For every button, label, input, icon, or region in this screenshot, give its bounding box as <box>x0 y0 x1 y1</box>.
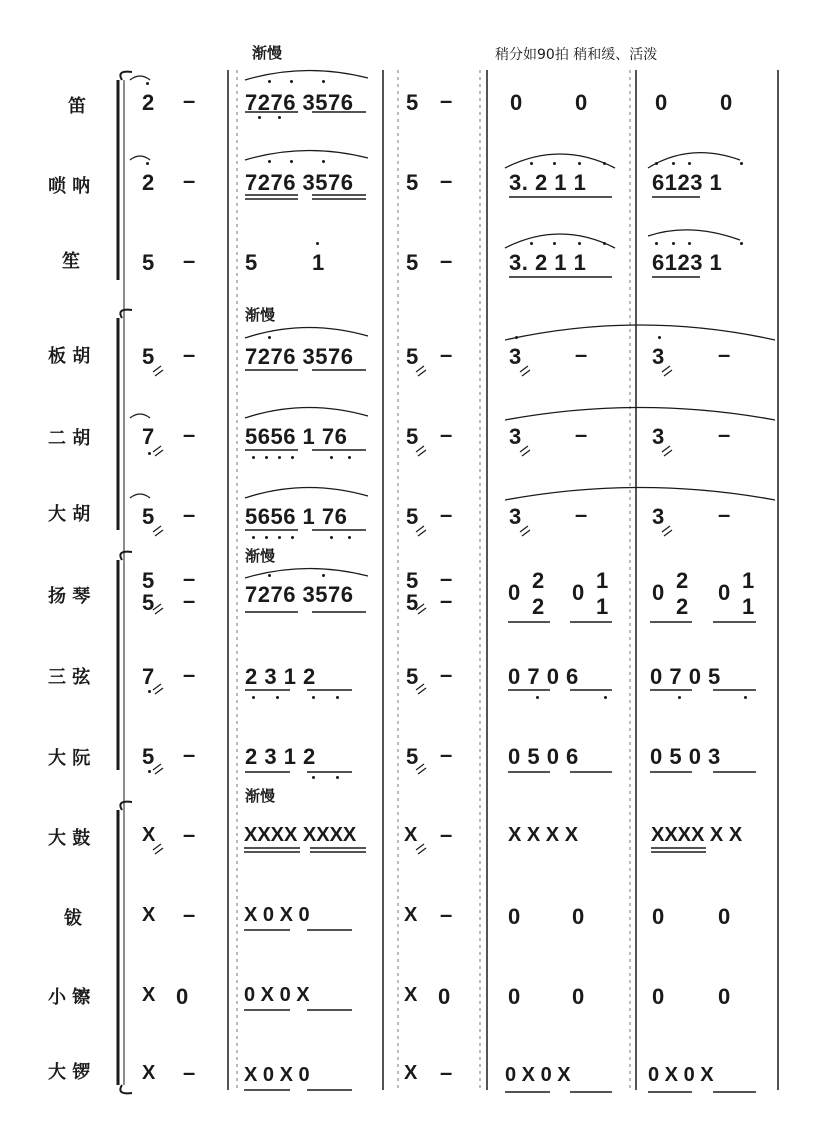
note: 5 <box>406 344 419 369</box>
note-group: 6123 1 <box>652 170 723 195</box>
dash: – <box>575 502 588 527</box>
tempo-mark: 渐慢 <box>252 44 283 62</box>
octave-dot <box>744 696 747 699</box>
note: 3 <box>652 424 665 449</box>
note: 5 <box>245 250 258 275</box>
note-group: 7276 3576 <box>245 344 354 369</box>
octave-dot <box>312 696 315 699</box>
octave-dot <box>655 162 658 165</box>
instrument-name: 大 鼓 <box>48 828 91 849</box>
note: 5 <box>406 504 419 529</box>
octave-dot <box>322 574 325 577</box>
note: 5 <box>406 590 419 615</box>
note: X <box>142 1062 156 1084</box>
dash: – <box>440 742 453 767</box>
octave-dot <box>291 456 294 459</box>
dash: – <box>183 662 196 687</box>
dash: – <box>440 902 453 927</box>
octave-dot <box>290 160 293 163</box>
note: 5 <box>142 344 155 369</box>
octave-dot <box>322 160 325 163</box>
dash: – <box>440 1060 453 1085</box>
octave-dot <box>268 80 271 83</box>
note: X <box>404 824 418 846</box>
octave-dot <box>268 336 271 339</box>
note: 2 <box>142 90 155 115</box>
octave-dot <box>553 242 556 245</box>
octave-dot <box>348 456 351 459</box>
note: 2 <box>532 594 545 619</box>
octave-dot <box>672 242 675 245</box>
tempo-mark: 渐慢 <box>245 787 276 805</box>
octave-dot <box>530 162 533 165</box>
octave-dot <box>530 242 533 245</box>
dash: – <box>440 168 453 193</box>
tempo-mark: 渐慢 <box>245 547 276 565</box>
dash: – <box>718 422 731 447</box>
note-group: 6123 1 <box>652 250 723 275</box>
dash: – <box>183 168 196 193</box>
note: 1 <box>742 568 755 593</box>
octave-dot <box>290 80 293 83</box>
note: 2 <box>532 568 545 593</box>
note: 0 <box>718 580 731 605</box>
octave-dot <box>291 536 294 539</box>
note-group: XXXX X X <box>651 824 743 846</box>
note: 3 <box>652 344 665 369</box>
instrument-name: 三 弦 <box>48 667 91 688</box>
note: 3 <box>652 504 665 529</box>
dash: – <box>440 422 453 447</box>
note: 1 <box>596 594 609 619</box>
octave-dot <box>252 456 255 459</box>
note-group: X 0 X 0 <box>244 904 310 926</box>
octave-dot <box>678 696 681 699</box>
octave-dot <box>672 162 675 165</box>
note-group: 0 X 0 X <box>505 1064 571 1086</box>
note-group: 0 5 0 6 <box>508 744 579 769</box>
note-group: 0 7 0 6 <box>508 664 579 689</box>
octave-dot <box>265 536 268 539</box>
octave-dot <box>252 696 255 699</box>
octave-dot <box>148 690 151 693</box>
note: 7 <box>142 664 155 689</box>
instrument-name: 笛 <box>68 96 86 117</box>
octave-dot <box>322 80 325 83</box>
instrument-name: 大 胡 <box>48 504 91 525</box>
dash: – <box>183 902 196 927</box>
octave-dot <box>268 574 271 577</box>
dash: – <box>718 502 731 527</box>
note: 5 <box>142 744 155 769</box>
dash: – <box>183 1060 196 1085</box>
note: 5 <box>406 568 419 593</box>
octave-dot <box>278 116 281 119</box>
note-group: 7276 3576 <box>245 582 354 607</box>
note: 0 <box>720 90 733 115</box>
note: 3 <box>509 504 522 529</box>
note: 5 <box>406 250 419 275</box>
note-group: X X X X <box>508 824 579 846</box>
note: 2 <box>676 568 689 593</box>
note: 7 <box>142 424 155 449</box>
note-group: 7276 3576 <box>245 90 354 115</box>
note-group: X 0 X 0 <box>244 1064 310 1086</box>
instrument-name: 板 胡 <box>48 346 91 367</box>
octave-dot <box>336 696 339 699</box>
tempo-mark: 渐慢 <box>245 306 276 324</box>
instrument-name: 小 镲 <box>48 987 91 1008</box>
instrument-name: 钹 <box>64 908 82 929</box>
note-group: 0 X 0 X <box>648 1064 714 1086</box>
octave-dot <box>316 242 319 245</box>
dash: – <box>440 342 453 367</box>
octave-dot <box>268 160 271 163</box>
instrument-name: 大 锣 <box>48 1062 91 1083</box>
note: 3 <box>509 424 522 449</box>
note-group: 3. 2 1 1 <box>509 250 587 275</box>
note: 5 <box>406 170 419 195</box>
note: X <box>142 984 156 1006</box>
note: 0 <box>572 904 585 929</box>
note: 0 <box>508 904 521 929</box>
note-group: 0 7 0 5 <box>650 664 721 689</box>
dash: – <box>440 588 453 613</box>
note: X <box>404 984 418 1006</box>
note: 0 <box>718 904 731 929</box>
note-group: 0 5 0 3 <box>650 744 721 769</box>
note: 0 <box>652 904 665 929</box>
note: 0 <box>718 984 731 1009</box>
note: 0 <box>572 984 585 1009</box>
dash: – <box>440 822 453 847</box>
tempo-mark-top-right: 稍分如90拍 稍和缓、活泼 <box>495 47 658 63</box>
octave-dot <box>553 162 556 165</box>
note: 0 <box>655 90 668 115</box>
note: 0 <box>508 984 521 1009</box>
dash: – <box>183 248 196 273</box>
note: 5 <box>142 568 155 593</box>
note: 0 <box>575 90 588 115</box>
dash: – <box>183 88 196 113</box>
octave-dot <box>252 536 255 539</box>
octave-dot <box>336 776 339 779</box>
octave-dot <box>276 696 279 699</box>
octave-dot <box>146 82 149 85</box>
note: 5 <box>406 424 419 449</box>
instrument-name: 扬 琴 <box>48 586 91 607</box>
dash: – <box>183 422 196 447</box>
octave-dot <box>604 696 607 699</box>
octave-dot <box>655 242 658 245</box>
note: 2 <box>676 594 689 619</box>
octave-dot <box>330 456 333 459</box>
note-group: 7276 3576 <box>245 170 354 195</box>
octave-dot <box>148 770 151 773</box>
octave-dot <box>312 776 315 779</box>
note-group: XXXX XXXX <box>244 824 357 846</box>
octave-dot <box>688 162 691 165</box>
instrument-name: 大 阮 <box>48 748 91 769</box>
note: 5 <box>406 664 419 689</box>
instrument-name: 唢 呐 <box>48 176 91 197</box>
note: 1 <box>742 594 755 619</box>
octave-dot <box>348 536 351 539</box>
note: 5 <box>406 744 419 769</box>
octave-dot <box>740 242 743 245</box>
octave-dot <box>278 536 281 539</box>
octave-dot <box>740 162 743 165</box>
note-group: 0 X 0 X <box>244 984 310 1006</box>
note: 2 <box>142 170 155 195</box>
dash: – <box>183 822 196 847</box>
octave-dot <box>278 456 281 459</box>
dash: – <box>575 342 588 367</box>
dash: – <box>718 342 731 367</box>
note: 5 <box>142 504 155 529</box>
octave-dot <box>265 456 268 459</box>
octave-dot <box>146 162 149 165</box>
note: 0 <box>176 984 189 1009</box>
dash: – <box>183 742 196 767</box>
dash: – <box>183 502 196 527</box>
dash: – <box>183 566 196 591</box>
note: 1 <box>312 250 325 275</box>
octave-dot <box>330 536 333 539</box>
instrument-name: 二 胡 <box>48 428 91 449</box>
dash: – <box>440 566 453 591</box>
octave-dot <box>258 116 261 119</box>
dash: – <box>440 248 453 273</box>
note: 0 <box>652 984 665 1009</box>
octave-dot <box>536 696 539 699</box>
note-group: 5656 1 76 <box>245 424 348 449</box>
note: 0 <box>510 90 523 115</box>
note: 0 <box>508 580 521 605</box>
octave-dot <box>658 336 661 339</box>
note: X <box>142 824 156 846</box>
note: X <box>404 904 418 926</box>
note: 5 <box>142 590 155 615</box>
octave-dot <box>578 242 581 245</box>
dash: – <box>440 88 453 113</box>
note: 5 <box>142 250 155 275</box>
octave-dot <box>515 336 518 339</box>
dash: – <box>440 662 453 687</box>
note: 0 <box>438 984 451 1009</box>
note: 1 <box>596 568 609 593</box>
octave-dot <box>603 242 606 245</box>
note: X <box>142 904 156 926</box>
note: X <box>404 1062 418 1084</box>
note: 0 <box>652 580 665 605</box>
dash: – <box>575 422 588 447</box>
octave-dot <box>578 162 581 165</box>
note: 3 <box>509 344 522 369</box>
instrument-name: 笙 <box>62 251 80 272</box>
note-group: 3. 2 1 1 <box>509 170 587 195</box>
octave-dot <box>688 242 691 245</box>
note-group: 5656 1 76 <box>245 504 348 529</box>
dash: – <box>183 342 196 367</box>
dash: – <box>440 502 453 527</box>
note: 0 <box>572 580 585 605</box>
note-group: 2 3 1 2 <box>245 664 316 689</box>
note: 5 <box>406 90 419 115</box>
octave-dot <box>148 452 151 455</box>
dash: – <box>183 588 196 613</box>
octave-dot <box>603 162 606 165</box>
note-group: 2 3 1 2 <box>245 744 316 769</box>
